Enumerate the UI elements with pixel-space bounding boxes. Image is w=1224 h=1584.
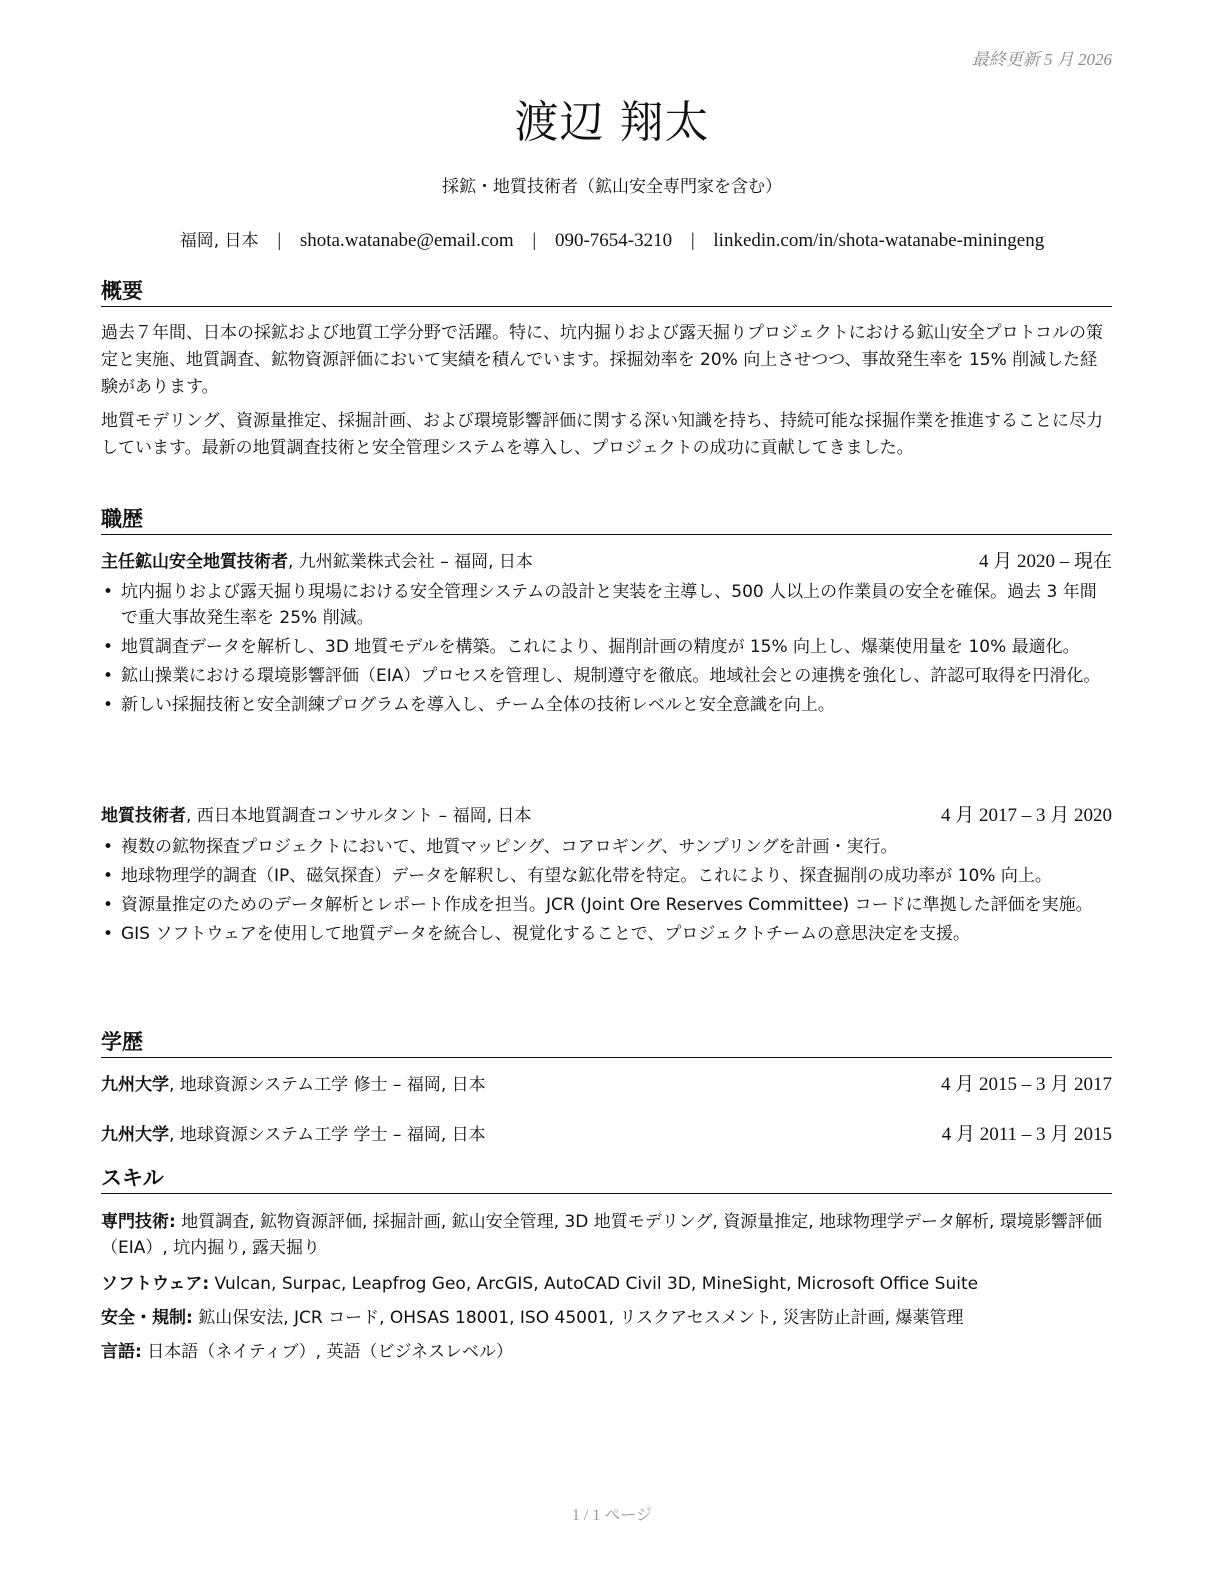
skill-row <box>101 1271 1112 1297</box>
bullet-icon: • <box>103 666 114 686</box>
contact-line <box>0 226 1224 252</box>
page-indicator: 1 / 1 ページ <box>571 1507 653 1524</box>
list-item: • 鉱山操業における環境影響評価（EIA）プロセスを管理し、規制遵守を徹底。地域社会との連携を強化し、許認可取得を円滑化。 <box>101 663 1112 689</box>
bullet-icon: • <box>103 895 114 915</box>
section-heading-experience: 職歴 <box>101 506 1112 535</box>
separator: | <box>532 230 537 251</box>
skill-value: 鉱山保安法, JCR コード, OHSAS 18001, ISO 45001, リスクアセスメント, 災害防止計画, 爆薬管理 <box>192 1308 964 1328</box>
separator: | <box>690 230 695 251</box>
degree-detail: , 地球資源システム工学 学士 – 福岡, 日本 <box>169 1125 486 1145</box>
job-header <box>101 804 1112 828</box>
bullet-icon: • <box>103 637 114 657</box>
job-org: , 西日本地質調査コンサルタント – 福岡, 日本 <box>186 806 532 826</box>
contact-location: 福岡, 日本 <box>179 231 259 251</box>
education-entry <box>101 1073 1112 1097</box>
summary-paragraph-1: 過去７年間、日本の採鉱および地質工学分野で活躍。特に、坑内掘りおよび露天掘りプロジェクトにおける鉱山安全プロトコルの策定と実施、地質調査、鉱物資源評価において実績を積んでいます。採掘効率を 20% 向上させつつ、事故発生率を 15% 削減した経験があります。 <box>101 323 1103 397</box>
candidate-name: 渡辺 翔太 <box>514 97 710 148</box>
skill-value: Vulcan, Surpac, Leapfrog Geo, ArcGIS, AutoCAD Civil 3D, MineSight, Microsoft Office Suite <box>209 1274 979 1294</box>
degree-detail: , 地球資源システム工学 修士 – 福岡, 日本 <box>169 1075 486 1095</box>
job-role: 主任鉱山安全地質技術者 <box>101 552 288 572</box>
skill-row <box>101 1209 1112 1261</box>
contact-linkedin[interactable]: linkedin.com/in/shota-watanabe-miningeng <box>713 230 1045 251</box>
job-bullets <box>101 579 1112 721</box>
job-date: 4 月 2017 – 3 月 2020 <box>940 805 1112 826</box>
list-item: • GIS ソフトウェアを使用して地質データを統合し、視覚化することで、プロジェクトチームの意思決定を支援。 <box>101 921 1112 947</box>
bullet-icon: • <box>103 866 114 886</box>
bullet-icon: • <box>103 837 114 857</box>
section-heading-skills: スキル <box>101 1165 1112 1194</box>
skill-row <box>101 1305 1112 1331</box>
skill-label: ソフトウェア: <box>101 1274 210 1294</box>
skill-value: 地質調査, 鉱物資源評価, 採掘計画, 鉱山安全管理, 3D 地質モデリング, 資源量推定, 地球物理学データ解析, 環境影響評価（EIA）, 坑内掘り, 露天掘り <box>101 1212 1102 1258</box>
contact-email[interactable]: shota.watanabe@email.com <box>299 230 514 251</box>
job-org: , 九州鉱業株式会社 – 福岡, 日本 <box>288 552 533 572</box>
skill-label: 安全・規制: <box>101 1308 193 1328</box>
list-item: • 複数の鉱物探査プロジェクトにおいて、地質マッピング、コアロギング、サンプリングを計画・実行。 <box>101 834 1112 860</box>
job-role: 地質技術者 <box>101 806 186 826</box>
bullet-icon: • <box>103 695 114 715</box>
skill-label: 言語: <box>101 1342 142 1362</box>
bullet-icon: • <box>103 582 114 602</box>
skill-value: 日本語（ネイティブ）, 英語（ビジネスレベル） <box>141 1342 513 1362</box>
section-heading-summary: 概要 <box>101 278 1112 307</box>
skill-row <box>101 1339 1112 1365</box>
list-item: • 坑内掘りおよび露天掘り現場における安全管理システムの設計と実装を主導し、500 人以上の作業員の安全を確保。過去 3 年間で重大事故発生率を 25% 削減。 <box>101 579 1112 631</box>
separator: | <box>277 230 282 251</box>
bullet-icon: • <box>103 924 114 944</box>
education-entry <box>101 1123 1112 1147</box>
school-name: 九州大学 <box>101 1075 169 1095</box>
list-item: • 地質調査データを解析し、3D 地質モデルを構築。これにより、掘削計画の精度が 15% 向上し、爆薬使用量を 10% 最適化。 <box>101 634 1112 660</box>
summary-paragraph-2: 地質モデリング、資源量推定、採掘計画、および環境影響評価に関する深い知識を持ち、持続可能な採掘作業を推進することに尽力しています。最新の地質調査技術と安全管理システムを導入し、プロジェクトの成功に貢献してきました。 <box>101 411 1103 458</box>
education-date: 4 月 2015 – 3 月 2017 <box>940 1074 1112 1095</box>
list-item: • 資源量推定のためのデータ解析とレポート作成を担当。JCR (Joint Ore Reserves Committee) コードに準拠した評価を実施。 <box>101 892 1112 918</box>
school-name: 九州大学 <box>101 1125 169 1145</box>
candidate-title: 採鉱・地質技術者（鉱山安全専門家を含む） <box>442 177 782 197</box>
last-updated: 最終更新 5 月 2026 <box>971 50 1112 69</box>
job-header <box>101 550 1112 574</box>
list-item: • 新しい採掘技術と安全訓練プログラムを導入し、チーム全体の技術レベルと安全意識を向上。 <box>101 692 1112 718</box>
contact-phone[interactable]: 090-7654-3210 <box>554 230 673 251</box>
section-heading-education: 学歴 <box>101 1029 1112 1058</box>
skill-label: 専門技術: <box>101 1212 176 1232</box>
job-bullets <box>101 834 1112 950</box>
job-date: 4 月 2020 – 現在 <box>978 551 1112 572</box>
list-item: • 地球物理学的調査（IP、磁気探査）データを解釈し、有望な鉱化帯を特定。これにより、探査掘削の成功率が 10% 向上。 <box>101 863 1112 889</box>
education-date: 4 月 2011 – 3 月 2015 <box>941 1124 1112 1145</box>
